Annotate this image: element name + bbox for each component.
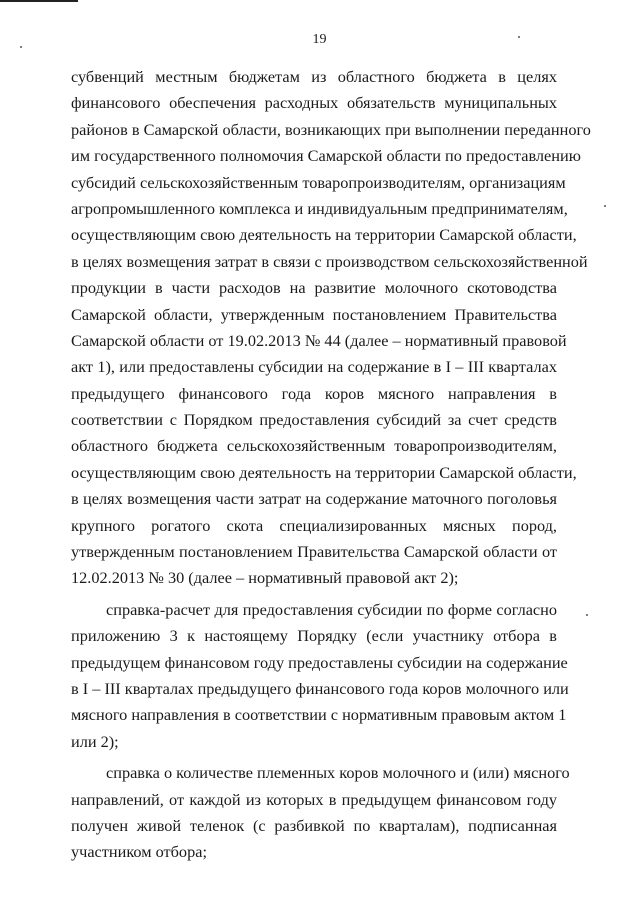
paragraph-subventions bbox=[71, 64, 591, 592]
text-line: приложению 3 к настоящему Порядку (если участнику отбора в bbox=[71, 626, 557, 646]
text-line: утвержденным постановлением Правительства Самарской области от bbox=[71, 542, 557, 562]
text-line: справка о количестве племенных коров молочного и (или) мясного bbox=[106, 763, 570, 783]
text-line: соответствии с Порядком предоставления субсидий за счет средств bbox=[71, 410, 557, 430]
text-line: финансового обеспечения расходных обязательств муниципальных bbox=[71, 93, 557, 113]
text-line: или 2); bbox=[71, 731, 119, 751]
document-body bbox=[71, 64, 591, 866]
text-line: в целях возмещения затрат в связи с производством сельскохозяйственной bbox=[71, 251, 588, 271]
paragraph-calculation-certificate bbox=[71, 597, 569, 755]
paragraph-breeding-cows-certificate bbox=[71, 760, 570, 866]
text-line: 12.02.2013 № 30 (далее – нормативный правовой акт 2); bbox=[71, 568, 459, 588]
text-line: предыдущем финансовом году предоставлены субсидии на содержание bbox=[71, 652, 568, 672]
text-line: акт 1), или предоставлены субсидии на содержание в I – III кварталах bbox=[71, 357, 557, 377]
text-line: Самарской области от 19.02.2013 № 44 (далее – нормативный правовой bbox=[71, 330, 567, 350]
scan-speck bbox=[586, 614, 588, 616]
text-line: в I – III кварталах предыдущего финансового года коров молочного или bbox=[71, 678, 569, 698]
text-line: осуществляющим свою деятельность на территории Самарской области, bbox=[71, 462, 577, 482]
text-line: Самарской области, утвержденным постановлением Правительства bbox=[71, 304, 557, 324]
text-line: направлений, от каждой из которых в предыдущем финансовом году bbox=[71, 789, 557, 809]
text-line: справка-расчет для предоставления субсидии по форме согласно bbox=[106, 599, 557, 619]
scan-speck bbox=[20, 46, 22, 48]
page-number: 19 bbox=[312, 32, 327, 47]
text-line: мясного направления в соответствии с нормативным правовым актом 1 bbox=[71, 705, 567, 725]
text-line: субвенций местным бюджетам из областного бюджета в целях bbox=[71, 67, 557, 86]
text-line: субсидий сельскохозяйственным товаропроизводителям, организациям bbox=[71, 172, 566, 192]
text-line: получен живой теленок (с разбивкой по кварталам), подписанная bbox=[71, 815, 557, 835]
text-line: районов в Самарской области, возникающих при выполнении переданного bbox=[71, 119, 591, 139]
text-line: предыдущего финансового года коров мясного направления в bbox=[71, 383, 557, 403]
text-line: крупного рогатого скота специализированных мясных пород, bbox=[71, 515, 557, 535]
text-line: участником отбора; bbox=[71, 842, 207, 862]
text-line: в целях возмещения части затрат на содержание маточного поголовья bbox=[71, 489, 557, 509]
text-line: продукции в части расходов на развитие молочного скотоводства bbox=[71, 278, 557, 298]
text-line: агропромышленного комплекса и индивидуальным предпринимателям, bbox=[71, 198, 568, 218]
text-line: им государственного полномочия Самарской области по предоставлению bbox=[71, 146, 581, 166]
scan-speck bbox=[518, 36, 520, 38]
text-line: осуществляющим свою деятельность на территории Самарской области, bbox=[71, 225, 577, 245]
scan-speck bbox=[604, 205, 606, 207]
scan-corner-mark bbox=[0, 0, 78, 2]
text-line: областного бюджета сельскохозяйственным товаропроизводителям, bbox=[71, 436, 557, 456]
